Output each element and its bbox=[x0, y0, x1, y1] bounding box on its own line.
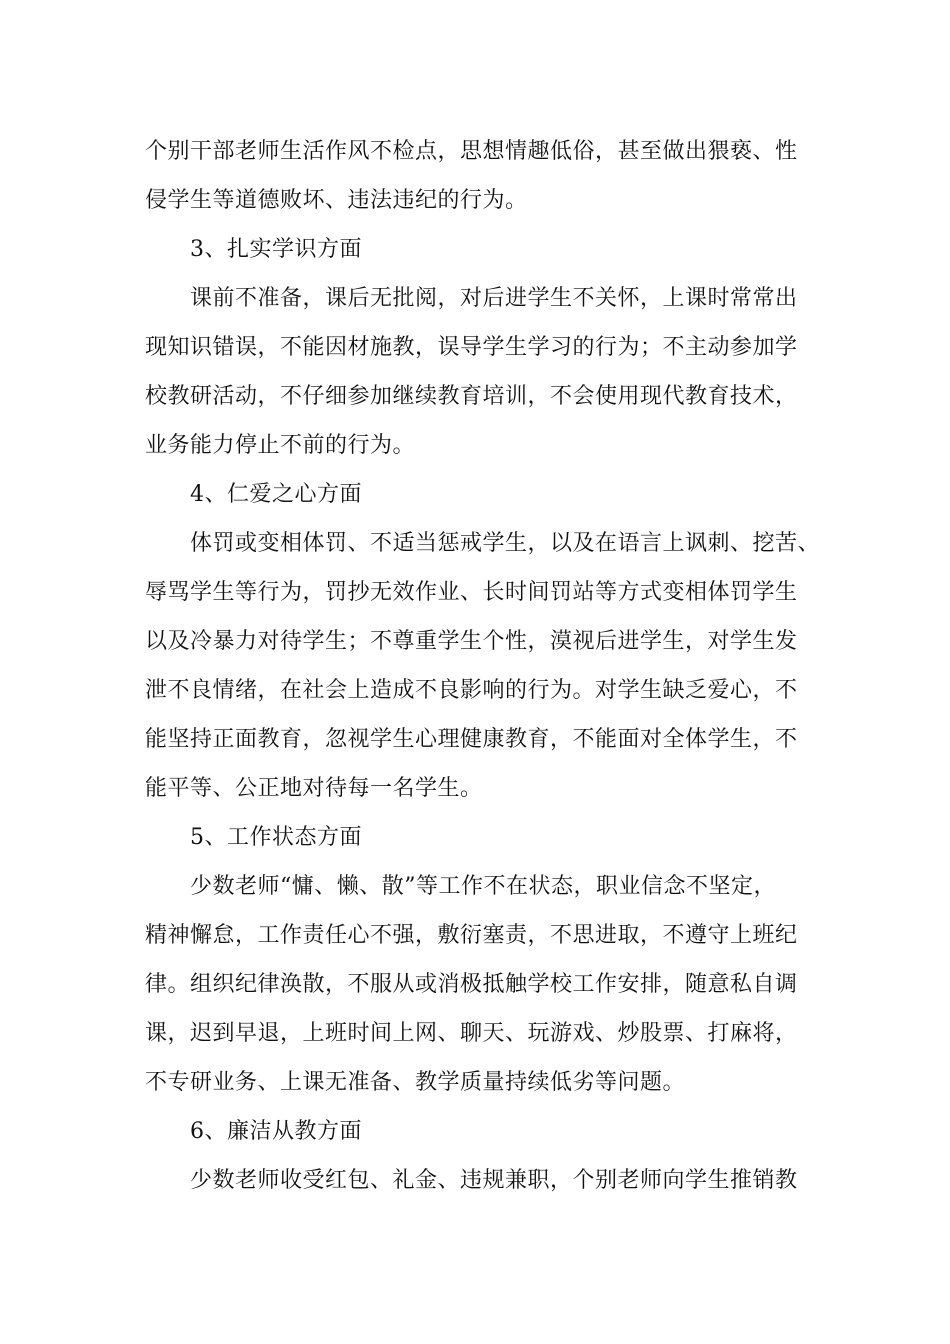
paragraph-line: 能平等、公正地对待每一名学生。 bbox=[145, 776, 483, 801]
paragraph-line: 侵学生等道德败坏、违法违纪的行为。 bbox=[145, 188, 528, 213]
paragraph-line: 校教研活动，不仔细参加继续教育培训，不会使用现代教育技术， bbox=[145, 384, 798, 409]
paragraph-line: 课前不准备，课后无批阅，对后进学生不关怀，上课时常常出 bbox=[190, 286, 798, 311]
paragraph-line: 辱骂学生等行为，罚抄无效作业、长时间罚站等方式变相体罚学生 bbox=[145, 580, 798, 605]
paragraph-line: 业务能力停止不前的行为。 bbox=[145, 433, 416, 458]
paragraph-line: 少数老师收受红包、礼金、违规兼职，个别老师向学生推销教 bbox=[190, 1168, 798, 1193]
paragraph-line: 精神懈怠，工作责任心不强，敷衍塞责，不思进取，不遵守上班纪 bbox=[145, 923, 798, 948]
paragraph-line: 现知识错误，不能因材施教，误导学生学习的行为；不主动参加学 bbox=[145, 335, 798, 360]
paragraph-line: 能坚持正面教育，忽视学生心理健康教育，不能面对全体学生，不 bbox=[145, 727, 798, 752]
paragraph-line: 体罚或变相体罚、不适当惩戒学生，以及在语言上讽刺、挖苦、 bbox=[190, 531, 821, 556]
section-heading-3: 3、扎实学识方面 bbox=[190, 237, 362, 262]
paragraph-line: 个别干部老师生活作风不检点，思想情趣低俗，甚至做出猥亵、性 bbox=[145, 139, 798, 164]
paragraph-line: 以及冷暴力对待学生；不尊重学生个性，漠视后进学生，对学生发 bbox=[145, 629, 798, 654]
section-heading-6: 6、廉洁从教方面 bbox=[190, 1119, 362, 1144]
paragraph-line: 课，迟到早退，上班时间上网、聊天、玩游戏、炒股票、打麻将， bbox=[145, 1021, 798, 1046]
paragraph-line: 少数老师“慵、懒、散”等工作不在状态，职业信念不坚定， bbox=[190, 874, 776, 899]
paragraph-line: 不专研业务、上课无准备、教学质量持续低劣等问题。 bbox=[145, 1070, 686, 1095]
section-heading-4: 4、仁爱之心方面 bbox=[190, 482, 362, 507]
paragraph-line: 律。组织纪律涣散，不服从或消极抵触学校工作安排，随意私自调 bbox=[145, 972, 798, 997]
paragraph-line: 泄不良情绪，在社会上造成不良影响的行为。对学生缺乏爱心，不 bbox=[145, 678, 798, 703]
section-heading-5: 5、工作状态方面 bbox=[190, 825, 362, 850]
